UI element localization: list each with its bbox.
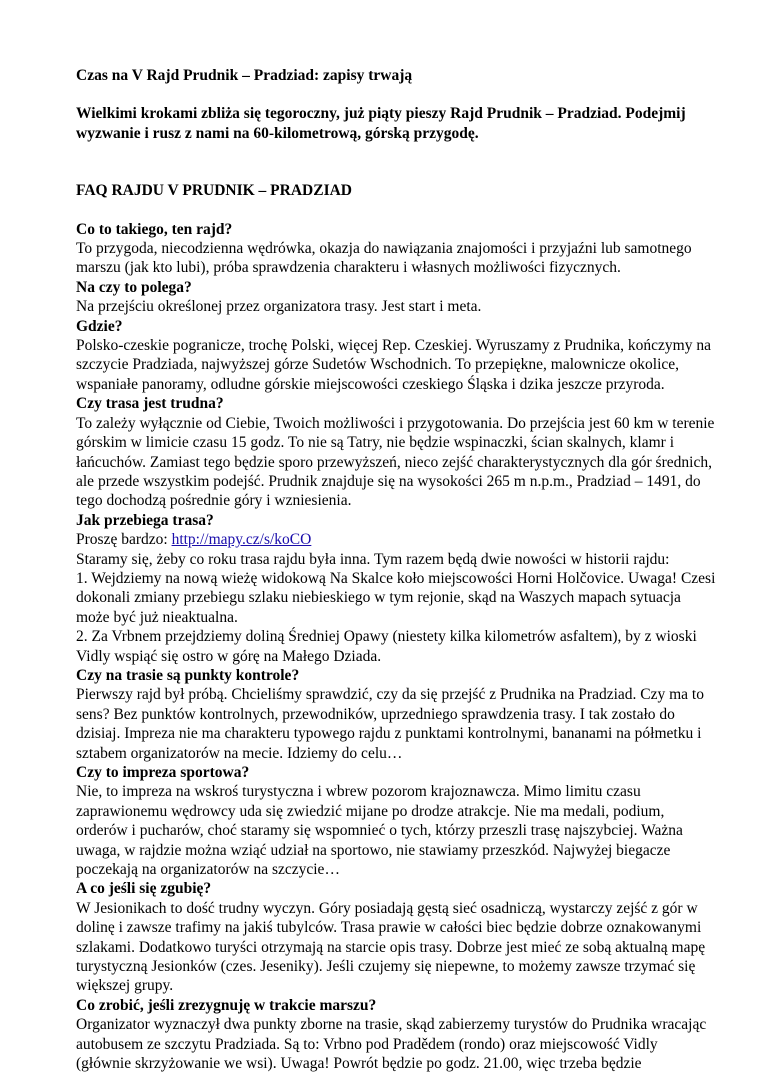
route-map-link[interactable]: http://mapy.cz/s/koCO (171, 531, 312, 549)
faq-answer: Polsko-czeskie pogranicze, trochę Polski, więcej Rep. Czeskiej. Wyruszamy z Prudnika, kończymy na szczycie Pradziada, najwyższej górze Sudetów Wschodnich. To przepiękne, malownicze okolice, wspaniałe panoramy, odludne górskie miejscowości czeskiego Śląska i dzika jeszcze przyroda. (76, 337, 711, 393)
faq-answer: 1. Wejdziemy na nową wieżę widokową Na Skalce koło miejscowości Horni Holčovice. Uwaga! Czesi dokonali zmiany przebiegu szlaku niebieskiego w tym rejonie, skąd na Waszych mapach sytuacja może być już nieaktualna. (76, 569, 716, 626)
faq-answer: Na przejściu określonej przez organizatora trasy. Jest start i meta. (76, 298, 482, 316)
faq-answer: Organizator wyznaczył dwa punkty zborne na trasie, skąd zabierzemy turystów do Prudnika wracając autobusem ze szczytu Pradziada. Są to: Vrbno pod Pradědem (rondo) oraz miejscowość Vidly (głównie skrzyżowanie we wsi). Uwaga! Powrót będzie po godz. 21.00, więc trzeba będzie (76, 1016, 707, 1073)
faq-answer: To zależy wyłącznie od Ciebie, Twoich możliwości i przygotowania. Do przejścia jest 60 km w terenie górskim w limicie czasu 15 godz. To nie są Tatry, nie będzie wspinaczki, ścian skalnych, klamr i łańcuchów. Zamiast tego będzie sporo przewyższeń, nieco zejść charakterystycznych dla gór średnich, ale przede wszystkim podejść. Prudnik znajduje się na wysokości 265 m n.p.m., Pradziad – 1491, do tego dochodzą pośrednie góry i wzniesienia. (76, 414, 715, 510)
document-lead: Wielkimi krokami zbliża się tegoroczny, już piąty pieszy Rajd Prudnik – Pradziad. Podejmij wyzwanie i rusz z nami na 60-kilometrową, górską przygodę. (76, 105, 686, 142)
faq-question: Na czy to polega? (76, 278, 192, 296)
document-title: Czas na V Rajd Prudnik – Pradziad: zapisy trwają (76, 67, 413, 84)
faq-answer: Pierwszy rajd był próbą. Chcieliśmy sprawdzić, czy da się przejść z Prudnika na Pradziad. Czy ma to sens? Bez punktów kontrolnych, przewodników, uprzedniego sprawdzenia trasy. I tak zostało do dzisiaj. Impreza nie ma charakteru typowego rajdu z punktami kontrolnymi, bananami na półmetku i sztabem organizatorów na mecie. Idziemy do celu… (76, 686, 704, 762)
faq-question: Czy to impreza sportowa? (76, 764, 250, 781)
faq-question: Czy na trasie są punkty kontrole? (76, 666, 300, 684)
faq-answer: W Jesionikach to dość trudny wyczyn. Góry posiadają gęstą sieć osadniczą, wystarczy zejść z gór w dolinę i zawsze trafimy na jakiś tubylców. Trasa prawie w całości biec będzie dobrze oznakowanymi szlakami. Dodatkowo turyści otrzymają na starcie opis trasy. Dobrze jest mieć ze sobą aktualną mapę turystyczną Jesionków (czes. Jeseniky). Jeśli czujemy się niepewne, to możemy zawsze trzymać się większej grupy. (76, 899, 706, 995)
faq-question: Gdzie? (76, 317, 123, 335)
faq-heading: FAQ RAJDU V PRUDNIK – PRADZIAD (76, 182, 352, 200)
faq-question: Jak przebiega trasa? (76, 511, 214, 529)
faq-list (76, 220, 716, 1074)
route-prefix: Proszę bardzo: (76, 531, 172, 549)
faq-answer: 2. Za Vrbnem przejdziemy doliną Średniej Opawy (niestety kilka kilometrów asfaltem), by z wioski Vidly wspiąć się ostro w górę na Małego Dziada. (76, 628, 697, 665)
faq-answer: Staramy się, żeby co roku trasa rajdu była inna. Tym razem będą dwie nowości w historii rajdu: (76, 550, 670, 568)
faq-answer: Nie, to impreza na wskroś turystyczna i wbrew pozorom krajoznawcza. Mimo limitu czasu zaprawionemu wędrowcy uda się zwiedzić mijane po drodze atrakcje. Nie ma medali, podium, orderów i pucharów, choć staramy się wspomnieć o tych, którzy przeszli trasę najszybciej. Ważna uwaga, w rajdzie można wziąć udział na sportowo, nie stawiamy przeszkód. Najwyżej biegacze poczekają na organizatorów na szczycie… (76, 783, 683, 879)
faq-answer: To przygoda, niecodzienna wędrówka, okazja do nawiązania znajomości i przyjaźni lub samotnego marszu (jak kto lubi), próba sprawdzenia charakteru i własnych możliwości fizycznych. (76, 240, 692, 277)
faq-answer-route (76, 530, 716, 549)
faq-question: Co zrobić, jeśli zrezygnuję w trakcie marszu? (76, 996, 377, 1014)
faq-question: Czy trasa jest trudna? (76, 395, 224, 413)
document-page (76, 66, 716, 1074)
faq-question: A co jeśli się zgubię? (76, 880, 212, 898)
faq-question: Co to takiego, ten rajd? (76, 220, 233, 238)
